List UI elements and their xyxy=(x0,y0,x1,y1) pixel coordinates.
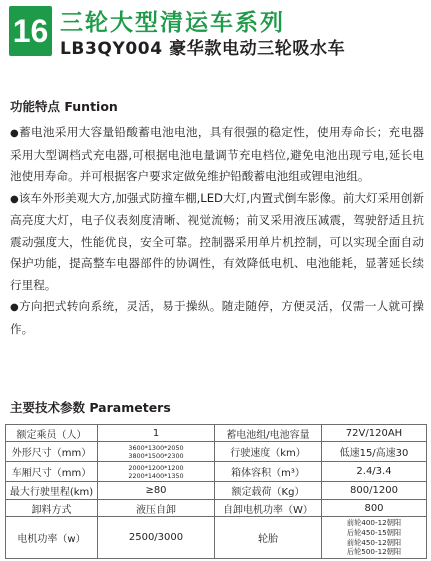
param-value: 72V/120AH xyxy=(322,425,427,442)
table-row xyxy=(6,442,427,462)
param-label: 自卸电机功率（W） xyxy=(215,500,322,517)
section-number-badge xyxy=(9,6,52,56)
param-value: 低速15/高速30 xyxy=(322,442,427,462)
param-label: 额定载荷（Kg） xyxy=(215,482,322,500)
bullet-icon: ● xyxy=(10,193,19,205)
param-value: 800/1200 xyxy=(322,482,427,500)
param-value: 800 xyxy=(322,500,427,517)
param-value: 3600*1300*2050 3800*1500*2300 xyxy=(98,442,215,462)
parameters-heading: 主要技术参数 Parameters xyxy=(10,400,171,415)
param-label: 卸料方式 xyxy=(6,500,98,517)
feature-paragraph-steering: ●方向把式转向系统，灵活，易于操纵。随走随停，方便灵活，仅需一人就可操作。 xyxy=(10,299,424,336)
param-label: 外形尺寸（mm） xyxy=(6,442,98,462)
param-label: 轮胎 xyxy=(215,517,322,559)
param-value: 2000*1200*1200 2200*1400*1350 xyxy=(98,462,215,482)
features-list xyxy=(10,122,424,340)
feature-paragraph-body: ●该车外形美观大方,加强式防撞车棚,LED大灯,内置式倒车影像。前大灯采用创新高亮度大灯，电子仪表刻度清晰、视觉流畅；前叉采用液压减震，驾驶舒适且抗震动强度大，性能优良，安全可靠。控制器采用单片机控制，可以实现全面自动保护功能，提高整车电器部件的协调性，有效降低电机、电池能耗，显著延长续行里程。 xyxy=(10,190,424,292)
parameters-table xyxy=(5,424,427,559)
param-label: 最大行驶里程(km) xyxy=(6,482,98,500)
page-header xyxy=(0,0,431,64)
param-value: 2.4/3.4 xyxy=(322,462,427,482)
param-label: 行驶速度（km） xyxy=(215,442,322,462)
param-value: ≥80 xyxy=(98,482,215,500)
bullet-icon: ● xyxy=(10,128,20,139)
model-title: LB3QY004 豪华款电动三轮吸水车 xyxy=(60,39,346,59)
table-row xyxy=(6,425,427,442)
param-value: 2500/3000 xyxy=(98,517,215,559)
param-label: 车厢尺寸（mm） xyxy=(6,462,98,482)
param-label: 额定乘员（人） xyxy=(6,425,98,442)
bullet-icon: ● xyxy=(10,302,20,313)
functions-heading: 功能特点 Funtion xyxy=(10,99,118,114)
param-value: 前轮400-12朝阳 后轮450-15朝阳 前轮450-12朝阳 后轮500-12朝阳 xyxy=(322,517,427,559)
table-row xyxy=(6,462,427,482)
param-value: 1 xyxy=(98,425,215,442)
param-label: 箱体容积（m³） xyxy=(215,462,322,482)
table-row xyxy=(6,500,427,517)
section-number: 16 xyxy=(12,12,49,49)
table-row xyxy=(6,517,427,559)
table-row xyxy=(6,482,427,500)
param-value: 液压自卸 xyxy=(98,500,215,517)
feature-paragraph-battery: ●蓄电池采用大容量铅酸蓄电池电池，具有很强的稳定性，使用寿命长；充电器采用大型调档式充电器,可根据电池电量调节充电档位,避免电池出现亏电,延长电池使用寿命。并可根据客户要求定做免维护铅酸蓄电池组或锂电池组。 xyxy=(10,125,424,183)
param-label: 电机功率（w） xyxy=(6,517,98,559)
series-title: 三轮大型清运车系列 xyxy=(60,10,285,36)
param-label: 蓄电池组/电池容量 xyxy=(215,425,322,442)
